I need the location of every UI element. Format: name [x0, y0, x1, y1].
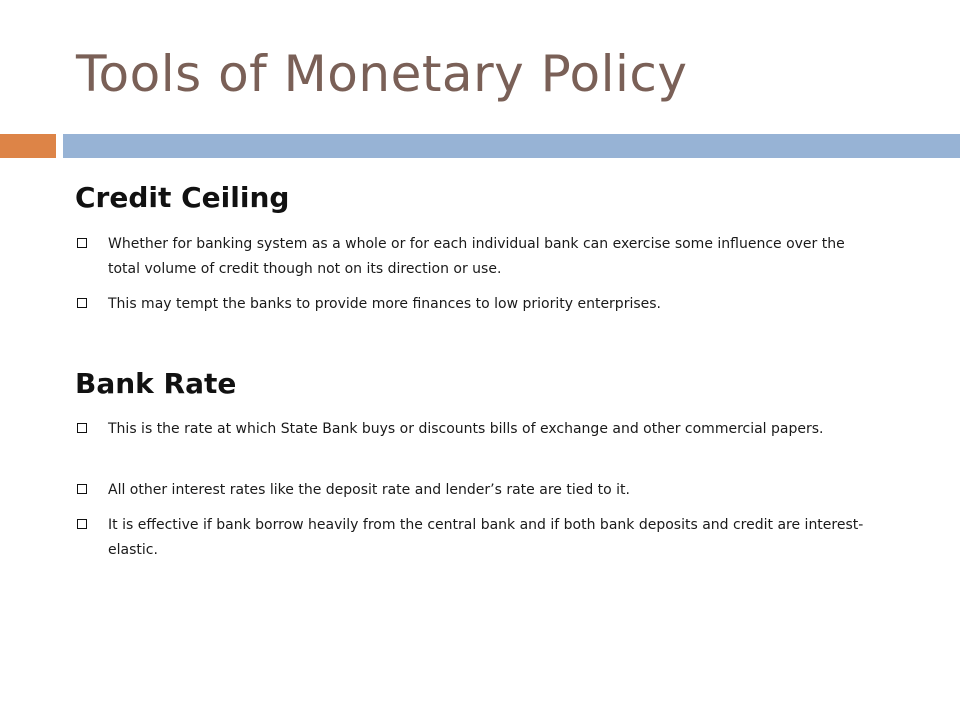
square-bullet-icon [77, 484, 87, 494]
bullet-item [76, 292, 866, 317]
accent-bar-orange [0, 134, 56, 158]
section-heading-credit-ceiling: Credit Ceiling [75, 181, 290, 214]
square-bullet-icon [77, 423, 87, 433]
section-heading-bank-rate: Bank Rate [75, 367, 237, 400]
square-bullet-icon [77, 238, 87, 248]
slide-title: Tools of Monetary Policy [76, 45, 688, 103]
bullet-item [76, 232, 866, 282]
accent-bar-blue [63, 134, 960, 158]
bullet-item [76, 513, 866, 563]
bullet-text: This may tempt the banks to provide more finances to low priority enterprises. [108, 296, 661, 312]
square-bullet-icon [77, 519, 87, 529]
bullet-item [76, 478, 866, 503]
bullet-text: It is effective if bank borrow heavily from the central bank and if both bank deposits and credit are interest-elastic. [108, 517, 864, 558]
bullet-item [76, 417, 866, 442]
bullet-text: Whether for banking system as a whole or for each individual bank can exercise some influence over the total volume of credit though not on its direction or use. [108, 236, 845, 277]
bullet-text: This is the rate at which State Bank buys or discounts bills of exchange and other commercial papers. [108, 421, 824, 437]
square-bullet-icon [77, 298, 87, 308]
bullet-text: All other interest rates like the deposit rate and lender’s rate are tied to it. [108, 482, 630, 498]
